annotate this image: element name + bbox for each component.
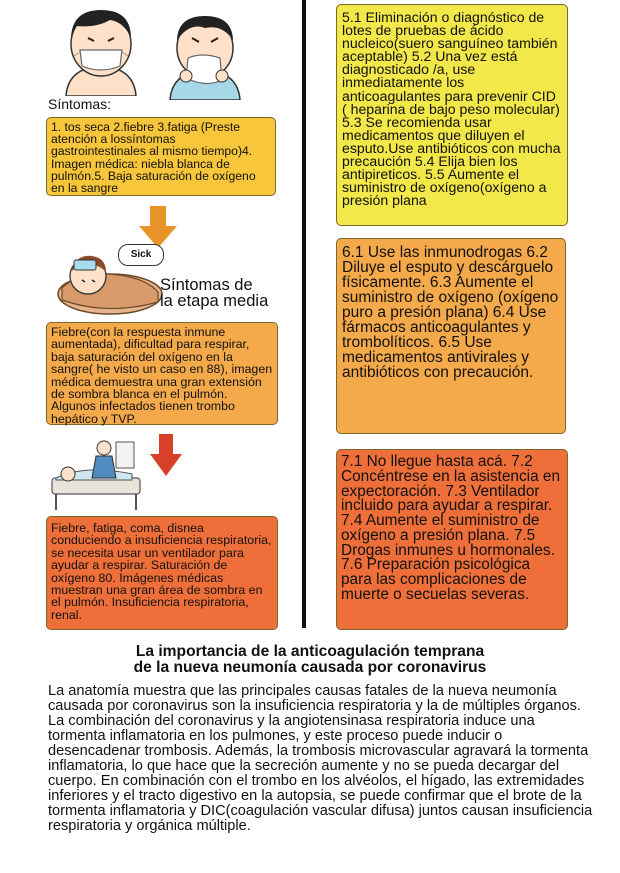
body-paragraph: La anatomía muestra que las principales causas fatales de la nueva neumonía causada por coronavirus son la insuficiencia respiratoria y la de múltiples órganos. La combinación del coronavirus y la angiotensinasa respiratoria induce una tormenta inflamatoria en los pulmones, y este proceso puede inducir o desencadenar trombosis. Además, la trombosis microvascular agravará la tormenta inflamatoria, lo que hace que la secreción aumente y no se pueda decargar del cuerpo. En combinación con el trombo en los alvéolos, el hígado, las extremidades inferiores y el tracto digestivo en la autopsia, se puede confirmar que el brote de la tormenta inflamatoria y DIC(coagulación vascular difusa) juntos causan insuficiencia respiratoria y orgánica múltiple. bbox=[48, 683, 593, 835]
mid-stage-symptoms-box bbox=[46, 322, 278, 425]
title-line1: La importancia de la anticoagulación temprana bbox=[135, 643, 485, 660]
down-arrow-icon bbox=[150, 434, 182, 476]
mid-stage-label-line2: la etapa media bbox=[160, 291, 269, 310]
early-symptoms-box bbox=[46, 117, 276, 196]
mid-stage-label-line1: Síntomas de bbox=[160, 276, 253, 294]
early-symptoms-text: 1. tos seca 2.fiebre 3.fatiga (Preste atención a lossíntomas gastrointestinales al mismo tiempo)4. Imagen médica: niebla blanca de pulmón.5. Baja saturación de oxígeno en la sangre bbox=[51, 120, 256, 196]
treatment-mid-text: 6.1 Use las inmunodrogas 6.2 Diluye el esputo y descárguelo físicamente. 6.3 Aumente el suministro de oxígeno (oxígeno puro a presión plana) 6.4 Use fármacos anticoagulantes y trombolíticos. 6.5 Use medicamentos antivirales y antibióticos con precaución. bbox=[342, 244, 559, 382]
treatment-mid-box bbox=[336, 238, 566, 434]
treatment-severe-box bbox=[336, 449, 568, 630]
treatment-severe-text: 7.1 No llegue hasta acá. 7.2 Concéntrese en la asistencia en expectoración. 7.3 Ventilador incluido para ayudar a respirar. 7.4 Aumente el suministro de oxígeno a presión plana. 7.5 Drogas inmunes u hormonales. 7.6 Preparación psicológica para las complicaciones de muerte o secuelas severas. bbox=[341, 453, 561, 604]
severe-symptoms-text: Fiebre, fatiga, coma, disnea conduciendo a insuficiencia respiratoria, se necesita usar un ventilador para ayudar a respirar. Saturación de oxígeno 80. Imágenes médicas muestran una gran área de sombra en el pulmón. Insuficiencia respiratoria, renal. bbox=[51, 521, 272, 622]
sick-label: Sick bbox=[130, 249, 152, 260]
treatment-early-text: 5.1 Eliminación o diagnóstico de lotes de pruebas de ácido nucleico(suero sanguíneo también aceptable) 5.2 Una vez está diagnosticado /a, use inmediatamente los anticoagulantes para prevenir CID ( heparina de bajo peso molecular) 5.3 Se recomienda usar medicamentos que diluyen el esputo.Use antibióticos con mucha precaución 5.4 Elija bien los antipireticos. 5.5 Aumente el suministro de oxígeno(oxígeno a presión plana bbox=[342, 9, 561, 209]
column-divider bbox=[302, 0, 306, 628]
mid-stage-label bbox=[160, 278, 268, 309]
page-title bbox=[0, 644, 620, 677]
symptoms-label: Síntomas: bbox=[48, 96, 112, 112]
hospital-patient-icon bbox=[46, 434, 148, 514]
coughing-person-icon bbox=[162, 8, 248, 100]
title-line2: de la nueva neumonía causada por coronavirus bbox=[133, 659, 487, 677]
severe-symptoms-box bbox=[46, 516, 278, 630]
mid-stage-symptoms-text: Fiebre(con la respuesta inmune aumentada), dificultad para respirar, baja saturación del oxígeno en la sangre( he visto un caso en 88), imagen médica demuestra una gran extensión de sombra blanca en el pulmón. Algunos infectados tienen trombo hepático y TVP. bbox=[51, 325, 273, 426]
sick-speech-bubble bbox=[118, 244, 164, 266]
treatment-early-box bbox=[336, 4, 568, 226]
masked-person-icon bbox=[58, 4, 144, 96]
